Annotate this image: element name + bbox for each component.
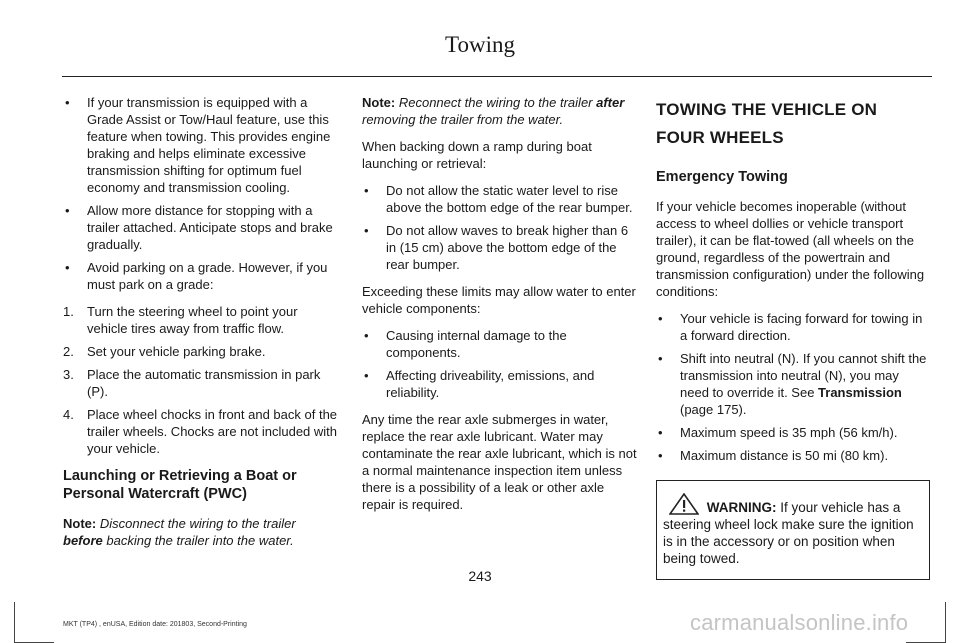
list-item: • Maximum speed is 35 mph (56 km/h). (656, 424, 928, 441)
left-bullet-list (63, 94, 338, 293)
list-item: • Allow more distance for stopping with a trailer attached. Anticipate stops and brake gradually. (63, 202, 338, 253)
list-item: • Causing internal damage to the components. (362, 327, 637, 361)
consequences-list (362, 327, 637, 401)
page-number: 243 (468, 568, 492, 584)
note-text: removing the trailer from the water. (362, 112, 564, 127)
step-text: Turn the steering wheel to point your vehicle tires away from traffic flow. (87, 304, 298, 336)
transmission-link[interactable]: Transmission (818, 385, 902, 400)
list-item (63, 343, 338, 360)
subheading-emergency-towing: Emergency Towing (656, 169, 788, 185)
note-text: backing the trailer into the water. (106, 533, 294, 548)
left-column (63, 94, 338, 559)
list-item: • Do not allow waves to break higher than 6 in (15 cm) above the bottom edge of the rear bumper. (362, 222, 637, 273)
note-text: Reconnect the wiring to the trailer (398, 95, 593, 110)
title-divider (62, 76, 932, 77)
list-item (63, 303, 338, 337)
note-label: Note: (362, 95, 396, 110)
list-item: • Do not allow the static water level to rise above the bottom edge of the rear bumper. (362, 182, 637, 216)
water-level-list (362, 182, 637, 273)
step-number: 4. (63, 407, 74, 422)
list-item: • Avoid parking on a grade. However, if you must park on a grade: (63, 259, 338, 293)
note-disconnect (63, 515, 338, 549)
limits-intro: Exceeding these limits may allow water to enter vehicle components: (362, 284, 636, 316)
note-text: Disconnect the wiring to the trailer (99, 516, 296, 531)
middle-column (362, 94, 637, 523)
step-number: 1. (63, 304, 74, 319)
watermark: carmanualsonline.info (690, 610, 909, 635)
parking-steps-list (63, 303, 338, 457)
list-item: • Maximum distance is 50 mi (80 km). (656, 447, 928, 464)
section-heading-boat: Launching or Retrieving a Boat or Personal Watercraft (PWC) (63, 468, 297, 502)
ramp-intro: When backing down a ramp during boat launching or retrieval: (362, 139, 592, 171)
emergency-intro: If your vehicle becomes inoperable (without access to wheel dollies or vehicle transport trailer), it can be flat-towed (all wheels on the ground, regardless of the powertrain and transmission configuration) under the following conditions: (656, 199, 925, 299)
warning-label: WARNING: (706, 500, 777, 515)
footer-edition: MKT (TP4) , enUSA, Edition date: 201803, Second-Printing (63, 621, 247, 628)
axle-paragraph: Any time the rear axle submerges in water, replace the rear axle lubricant. Water may contaminate the rear axle lubricant, which is not a normal maintenance inspection item unless there is a possibility of a leak or other axle repair is required. (362, 412, 637, 512)
list-item: • Affecting driveability, emissions, and reliability. (362, 367, 637, 401)
note-reconnect (362, 94, 637, 128)
right-column (656, 94, 928, 580)
step-text: Set your vehicle parking brake. (87, 344, 266, 359)
note-label: Note: (63, 516, 97, 531)
list-item: • If your transmission is equipped with a Grade Assist or Tow/Haul feature, use this feature when towing. This provides engine braking and helps eliminate excessive transmission shifting for optimum fuel economy and transmission cooling. (63, 94, 338, 196)
item-text: (page 175). (680, 402, 747, 417)
note-emphasis: before (63, 533, 103, 548)
towing-conditions-list (656, 310, 928, 464)
warning-text: If your vehicle has a steering wheel lock make sure the ignition is in the accessory or on position when being towed. (663, 500, 914, 566)
list-item (63, 406, 338, 457)
page-title: Towing (445, 32, 515, 57)
step-number: 2. (63, 344, 74, 359)
step-text: Place wheel chocks in front and back of the trailer wheels. Chocks are not included with your vehicle. (87, 407, 338, 456)
note-emphasis: after (596, 95, 625, 110)
warning-triangle-icon (669, 493, 703, 513)
warning-box (656, 480, 930, 580)
step-text: Place the automatic transmission in park (P). (87, 367, 321, 399)
item-text: Shift into neutral (N). If you cannot shift the transmission into neutral (N), you may need to override it. See (680, 351, 927, 400)
list-item: • Your vehicle is facing forward for towing in a forward direction. (656, 310, 928, 344)
list-item (656, 350, 928, 418)
section-heading-four-wheels: TOWING THE VEHICLE ON FOUR WHEELS (656, 100, 878, 147)
crop-mark (945, 602, 946, 643)
step-number: 3. (63, 367, 74, 382)
crop-mark (14, 602, 15, 643)
list-item (63, 366, 338, 400)
